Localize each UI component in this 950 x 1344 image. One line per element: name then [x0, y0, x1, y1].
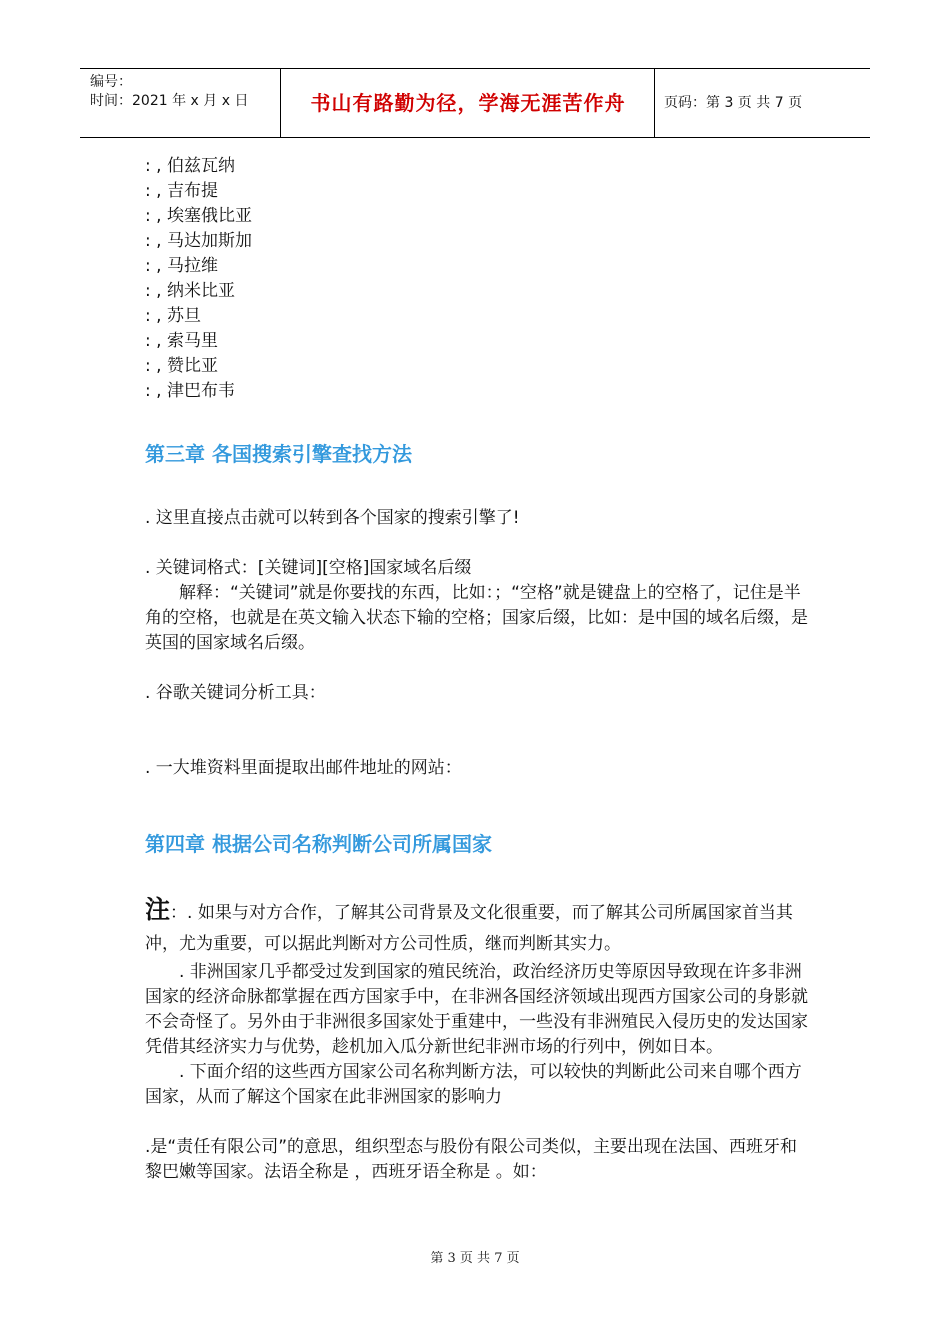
chapter-3-paragraph: . 关键词格式：[关键词][空格]国家域名后缀	[145, 558, 472, 578]
header-page-info: 页码：第 3 页 共 7 页	[664, 95, 803, 111]
note-text: ：. 如果与对方合作，了解其公司背景及文化很重要，而了解其公司所属国家首当其冲，尤为重要，可以据此判断对方公司性质，继而判断其实力。	[145, 903, 793, 954]
chapter-3-paragraph: . 一大堆资料里面提取出邮件地址的网站：	[145, 758, 462, 778]
chapter-4-note-paragraph	[145, 894, 810, 960]
list-item: : , 马拉维	[145, 256, 218, 276]
page-header	[80, 68, 870, 138]
list-item: : , 津巴布韦	[145, 381, 235, 401]
country-list	[145, 154, 810, 404]
header-divider	[654, 69, 655, 137]
chapter-3-paragraph: . 这里直接点击就可以转到各个国家的搜索引擎了!	[145, 508, 520, 528]
list-item: : , 埃塞俄比亚	[145, 206, 252, 226]
date-label: 时间：2021 年 x 月 x 日	[90, 93, 249, 109]
header-meta	[90, 73, 248, 111]
chapter-4-paragraph: .是“责任有限公司”的意思，组织型态与股份有限公司类似，主要出现在法国、西班牙和黎巴嫩等国家。法语全称是 ，西班牙语全称是 。如：	[145, 1137, 798, 1182]
list-item: : , 吉布提	[145, 181, 218, 201]
list-item: : , 伯兹瓦纳	[145, 156, 235, 176]
list-item: : , 苏旦	[145, 306, 201, 326]
chapter-3-explanation: 解释：“关键词”就是你要找的东西，比如：；“空格”就是键盘上的空格了，记住是半角的空格，也就是在英文输入状态下输的空格；国家后缀，比如：是中国的域名后缀，是英国的国家域名后缀。	[145, 583, 808, 653]
chapter-3-paragraph: . 谷歌关键词分析工具：	[145, 683, 326, 703]
list-item: : , 赞比亚	[145, 356, 218, 376]
list-item: : , 马达加斯加	[145, 231, 252, 251]
header-divider	[280, 69, 281, 137]
list-item: : , 纳米比亚	[145, 281, 235, 301]
chapter-4-paragraph: . 下面介绍的这些西方国家公司名称判断方法，可以较快的判断此公司来自哪个西方国家，从而了解这个国家在此非洲国家的影响力	[145, 1062, 802, 1107]
number-label: 编号：	[90, 74, 132, 90]
document-body	[145, 154, 810, 1185]
header-motto: 书山有路勤为径，学海无涯苦作舟	[310, 91, 626, 115]
chapter-4-paragraph: . 非洲国家几乎都受过发到国家的殖民统治，政治经济历史等原因导致现在许多非洲国家的经济命脉都掌握在西方国家手中，在非洲各国经济领域出现西方国家公司的身影就不会奇怪了。另外由于非洲很多国家处于重建中，一些没有非洲殖民入侵历史的发达国家凭借其经济实力与优势，趁机加入瓜分新世纪非洲市场的行列中，例如日本。	[145, 962, 808, 1057]
page-footer: 第 3 页 共 7 页	[430, 1251, 520, 1266]
chapter-3-heading: 第三章 各国搜索引擎查找方法	[145, 442, 412, 466]
list-item: : , 索马里	[145, 331, 218, 351]
note-mark: 注	[145, 895, 171, 924]
chapter-4-heading: 第四章 根据公司名称判断公司所属国家	[145, 832, 492, 856]
